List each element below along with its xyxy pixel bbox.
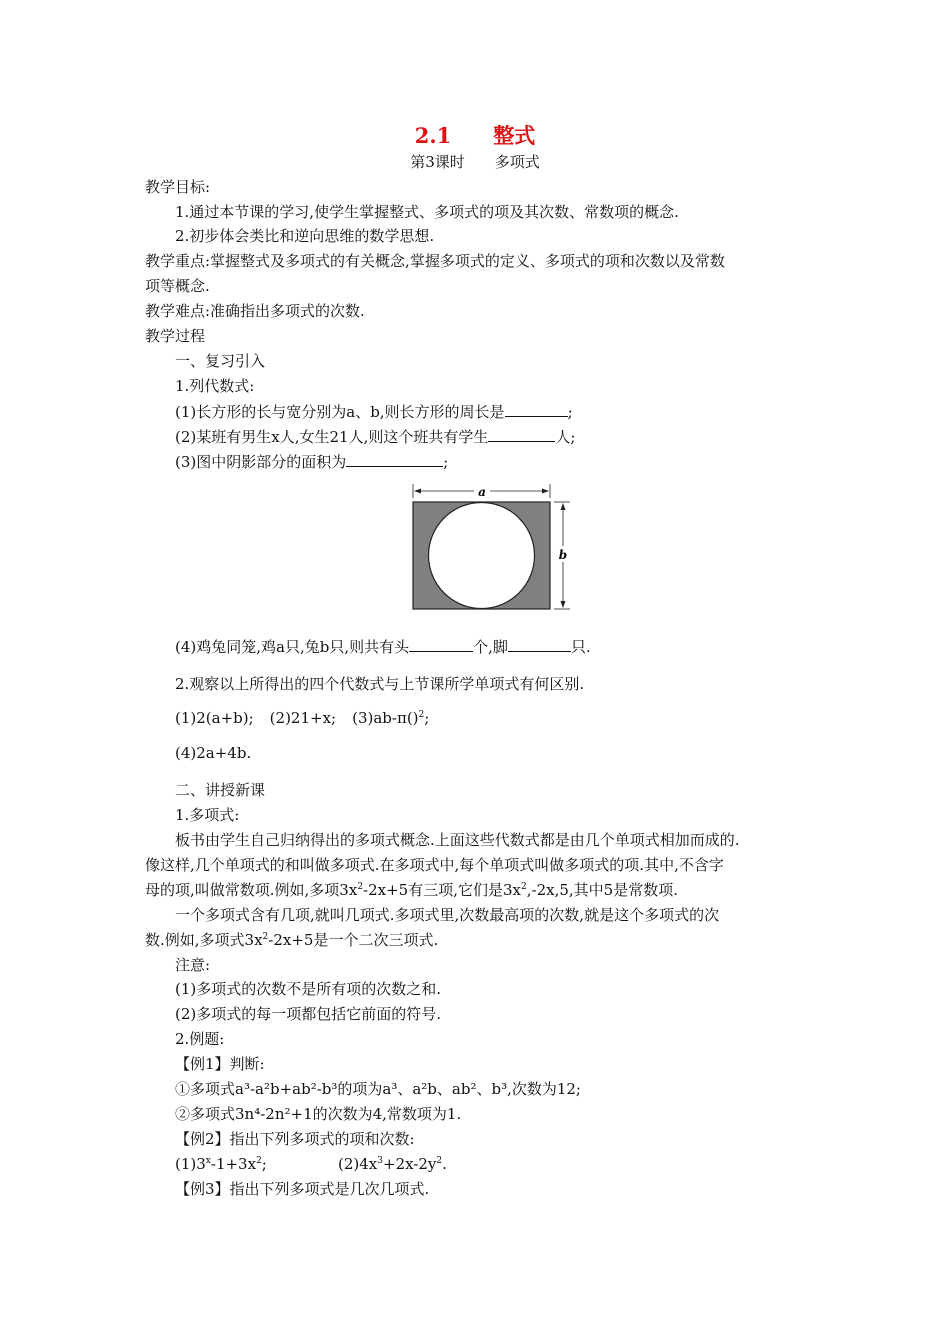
example-2-heading: 【例2】指出下列多项式的项和次数:	[175, 1130, 415, 1148]
paragraph-2-line-1: 一个多项式含有几项,就叫几项式.多项式里,次数最高项的次数,就是这个多项式的次	[175, 906, 720, 924]
label-a: a	[478, 485, 486, 499]
goals-heading: 教学目标:	[145, 178, 211, 196]
question-4	[175, 636, 591, 657]
question-2-text: (2)某班有男生x人,女生21人,则这个班共有学生	[175, 428, 489, 446]
question-3-end: ;	[443, 453, 449, 471]
label-b: b	[558, 548, 568, 562]
paragraph-1-line-3: 母的项,叫做常数项.例如,多项$3x^2-2x+5$有三项,它们是$3x^2,-2x,5$,其中5是常数项.	[145, 881, 678, 899]
difficulty-text: 教学难点:准确指出多项式的次数.	[145, 302, 365, 320]
section1-sub1: 1.列代数式:	[175, 377, 255, 395]
question-2	[175, 426, 575, 447]
answer-4: (4)2a+4b.	[175, 744, 252, 762]
answer-blank	[505, 401, 568, 417]
section2-sub1: 1.多项式:	[175, 806, 240, 824]
note-2: (2)多项式的每一项都包括它前面的符号.	[175, 1005, 442, 1023]
page-title	[0, 123, 950, 148]
answer-blank	[346, 451, 443, 467]
section2-heading: 二、讲授新课	[175, 781, 266, 799]
note-heading: 注意:	[175, 956, 211, 974]
answers-line	[175, 708, 429, 728]
example-1-item-1: ①多项式a³-a²b+ab²-b³的项为a³、a²b、ab²、b³,次数为12;	[175, 1080, 581, 1098]
answer-blank	[409, 636, 473, 652]
question-2-end: 人;	[555, 428, 576, 446]
question-1	[175, 401, 573, 422]
page-subtitle	[0, 152, 950, 172]
title-name: 整式	[493, 123, 536, 148]
answer-2: (2)21+x;	[269, 709, 337, 727]
process-heading: 教学过程	[145, 327, 206, 345]
paragraph-2-line-2: 数.例如,多项式$3x^2-2x+5$是一个二次三项式.	[145, 931, 439, 949]
goal-item-1: 1.通过本节课的学习,使学生掌握整式、多项式的项及其次数、常数项的概念.	[175, 203, 679, 221]
question-1-end: ;	[567, 403, 573, 421]
question-4-end: 只.	[570, 638, 591, 656]
subtitle-lesson: 第3课时	[410, 153, 465, 171]
paragraph-1-line-1: 板书由学生自己归纳得出的多项式概念.上面这些代数式都是由几个单项式相加而成的.	[175, 831, 740, 849]
subtitle-topic: 多项式	[494, 153, 540, 171]
inner-circle	[429, 503, 535, 609]
question-4-mid: 个,脚	[473, 638, 508, 656]
title-number: 2.1	[414, 123, 452, 148]
example-2-item-2: $(2)4x^3+2x-2y^2$.	[338, 1155, 447, 1173]
key-points-line-1: 教学重点:掌握整式及多项式的有关概念,掌握多项式的定义、多项式的项和次数以及常数	[145, 252, 725, 270]
answer-blank	[488, 426, 555, 442]
example-2-item-1: $(1)3^x-1+3x^2$;	[175, 1155, 267, 1173]
answer-blank	[508, 636, 571, 652]
note-1: (1)多项式的次数不是所有项的次数之和.	[175, 980, 442, 998]
example-3-heading: 【例3】指出下列多项式是几次几项式.	[175, 1180, 430, 1198]
key-points-line-2: 项等概念.	[145, 277, 210, 295]
question-4-text: (4)鸡兔同笼,鸡a只,兔b只,则共有头	[175, 638, 410, 656]
example-1-item-2: ②多项式3n⁴-2n²+1的次数为4,常数项为1.	[175, 1105, 462, 1123]
section1-heading: 一、复习引入	[175, 352, 266, 370]
example-1-heading: 【例1】判断:	[175, 1055, 265, 1073]
paragraph-1-line-2: 像这样,几个单项式的和叫做多项式.在多项式中,每个单项式叫做多项式的项.其中,不含字	[145, 856, 724, 874]
section2-sub2: 2.例题:	[175, 1030, 225, 1048]
shaded-area-figure	[408, 480, 578, 612]
answer-3: (3)ab-π()$^2$;	[352, 709, 430, 727]
question-3	[175, 451, 448, 472]
question-3-text: (3)图中阴影部分的面积为	[175, 453, 347, 471]
goal-item-2: 2.初步体会类比和逆向思维的数学思想.	[175, 227, 435, 245]
answer-1: (1)2(a+b);	[175, 709, 254, 727]
section1-sub2: 2.观察以上所得出的四个代数式与上节课所学单项式有何区别.	[175, 675, 585, 693]
question-1-text: (1)长方形的长与宽分别为a、b,则长方形的周长是	[175, 403, 505, 421]
